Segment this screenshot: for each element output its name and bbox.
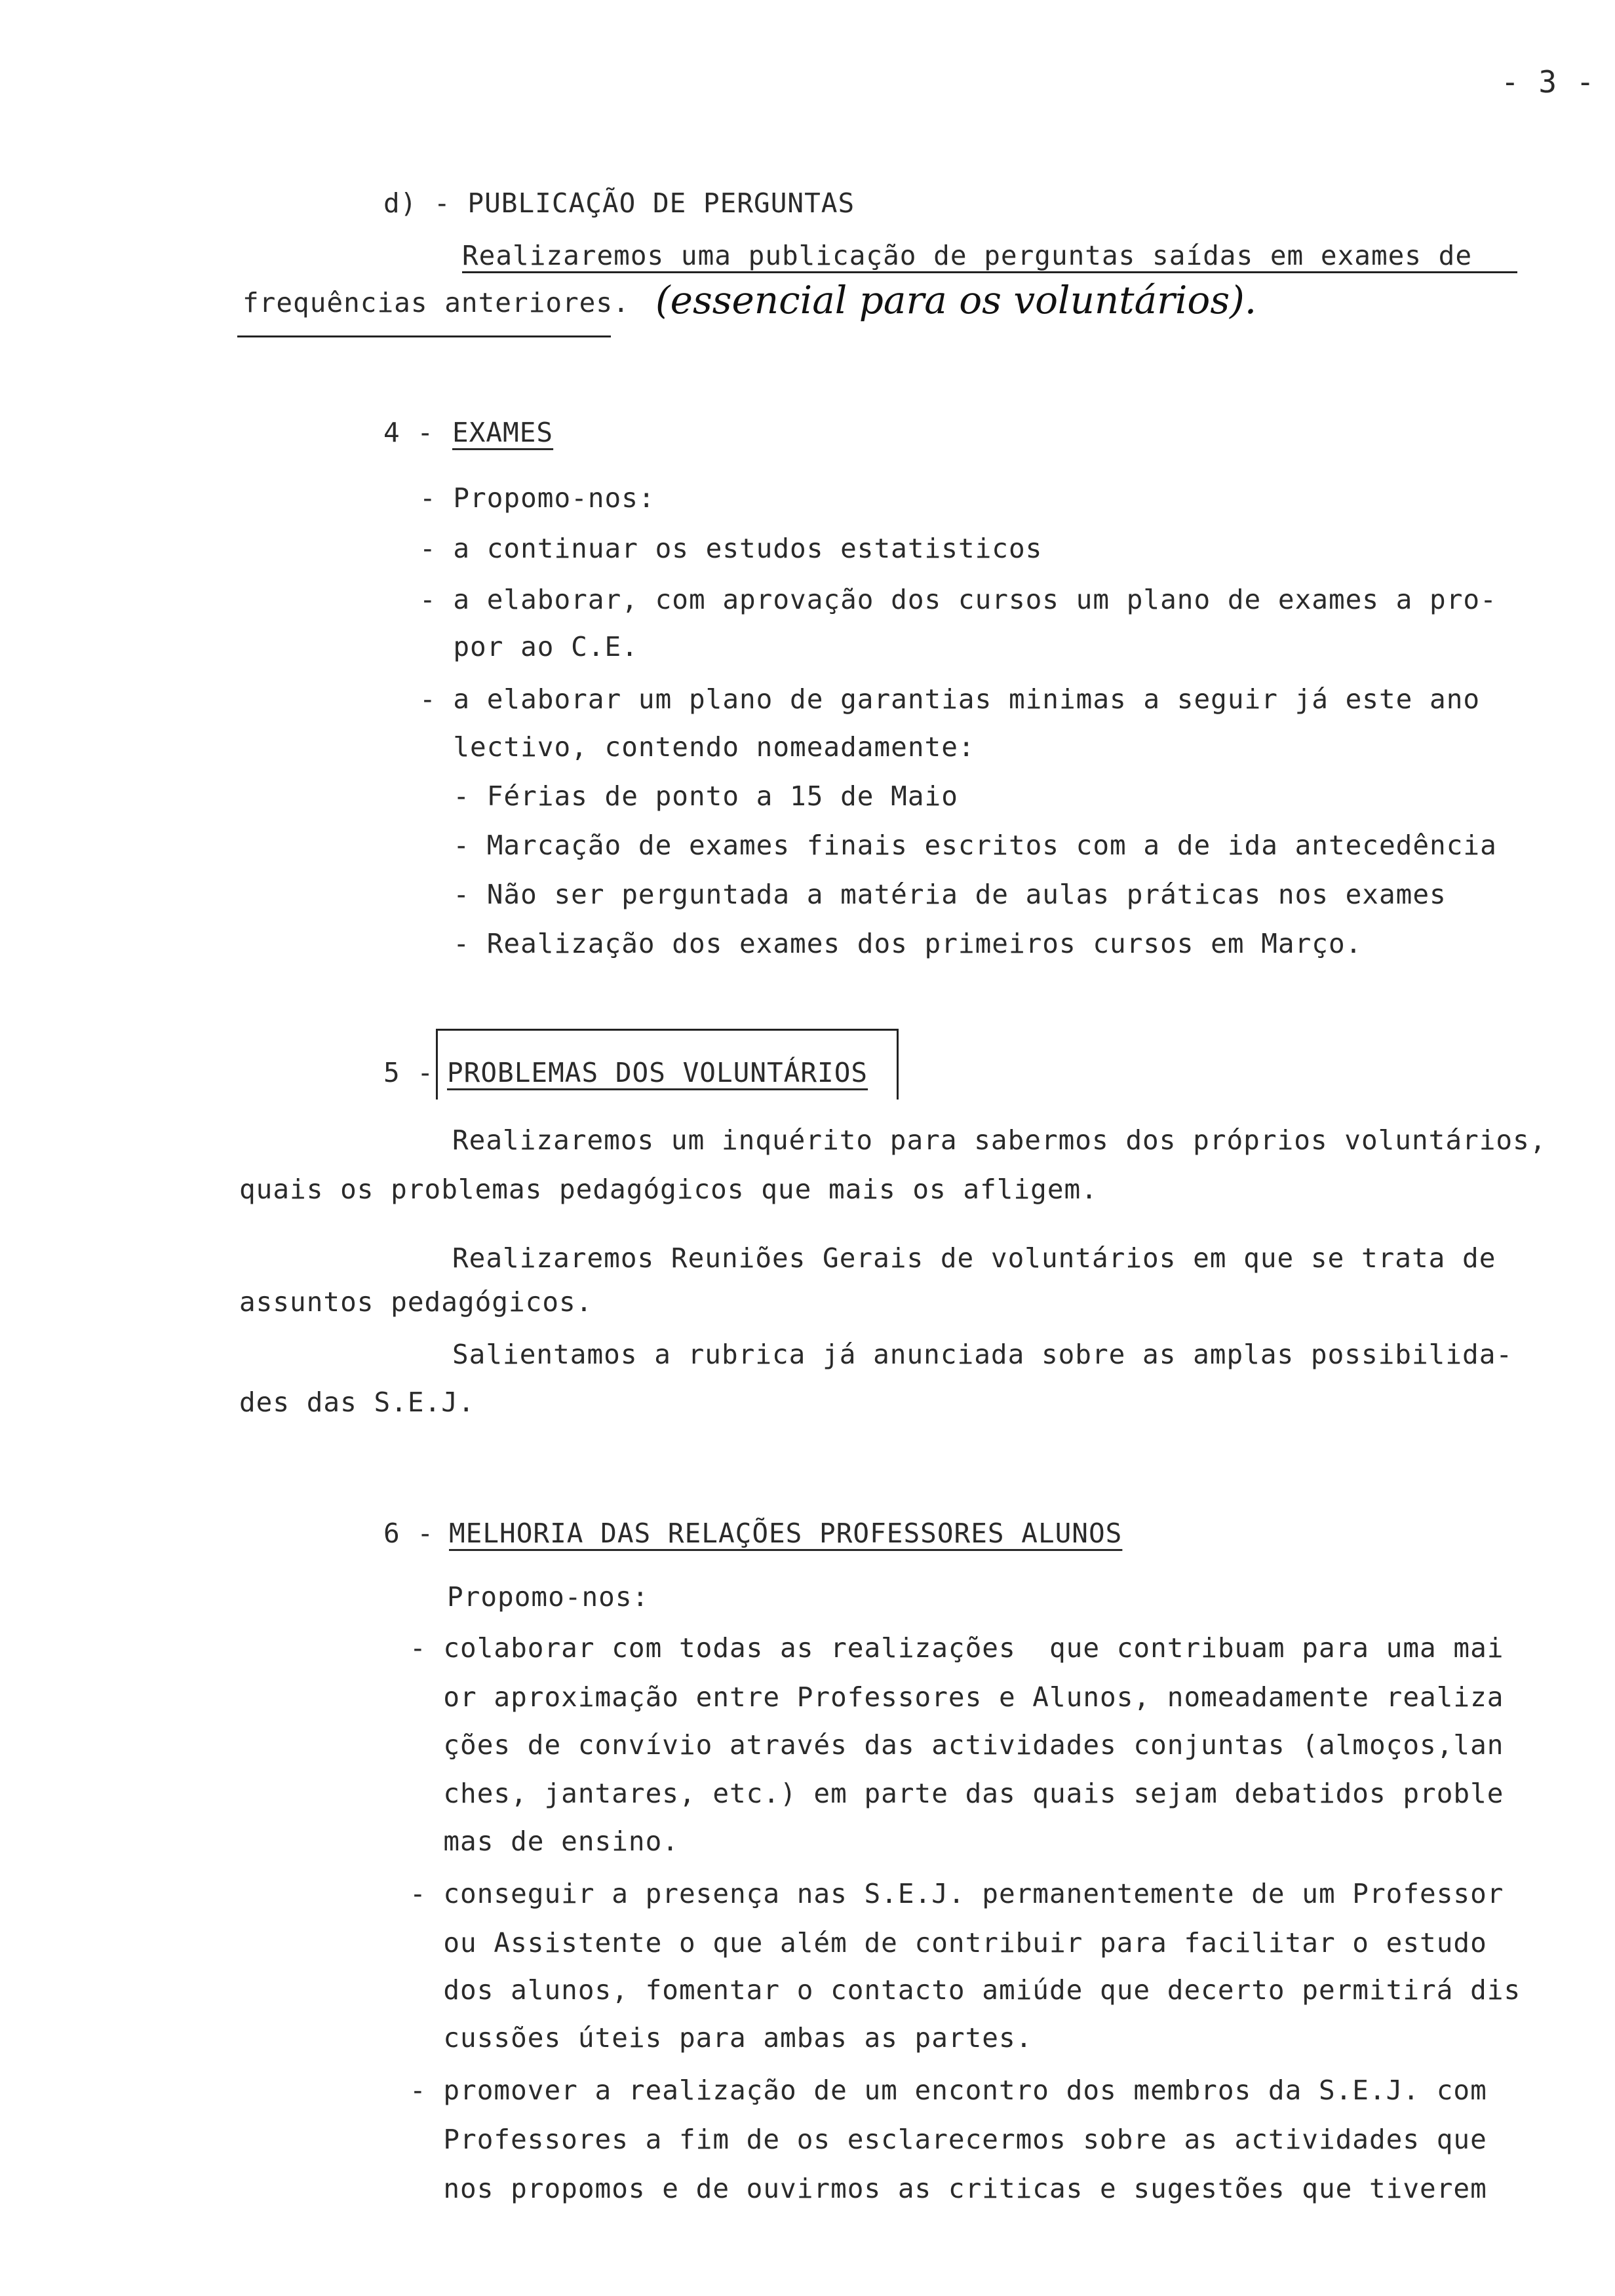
section-d-underline-1 [462, 271, 1517, 273]
section-6-line: Propomo-nos: [447, 1581, 650, 1613]
section-6-line: ches, jantares, etc.) em parte das quais sejam debatidos proble [410, 1778, 1504, 1809]
section-4-line: por ao C.E. [419, 631, 638, 662]
section-6-line: - colaborar com todas as realizações que contribuam para uma mai [410, 1632, 1504, 1664]
section-4-line: lectivo, contendo nomeadamente: [419, 731, 975, 763]
section-d-line-2: frequências anteriores. [243, 287, 630, 318]
section-6-line: Professores a fim de os esclarecermos sobre as actividades que [410, 2124, 1487, 2155]
section-d-underline-2 [237, 335, 611, 337]
handwritten-note: (essencial para os voluntários). [655, 278, 1257, 322]
section-4-line: - Férias de ponto a 15 de Maio [419, 780, 958, 812]
section-6-title: MELHORIA DAS RELAÇÕES PROFESSORES ALUNOS [449, 1518, 1123, 1549]
section-5-line: Salientamos a rubrica já anunciada sobre as amplas possibilida- [452, 1339, 1513, 1370]
section-5-line: des das S.E.J. [239, 1387, 475, 1418]
section-6-line: mas de ensino. [410, 1826, 679, 1857]
section-6-line: ções de convívio através das actividades conjuntas (almoços,lan [410, 1729, 1504, 1761]
section-4-line: - a continuar os estudos estatisticos [419, 533, 1043, 564]
section-d-heading: d) - PUBLICAÇÃO DE PERGUNTAS [383, 187, 855, 219]
section-6-line: ou Assistente o que além de contribuir para facilitar o estudo [410, 1927, 1487, 1959]
section-4-line: - Não ser perguntada a matéria de aulas práticas nos exames [419, 879, 1447, 910]
section-6-number: 6 - [383, 1518, 435, 1549]
section-5-title: PROBLEMAS DOS VOLUNTÁRIOS [447, 1057, 868, 1088]
section-4-number: 4 - [383, 417, 435, 448]
section-6-line: dos alunos, fomentar o contacto amiúde que decerto permitirá dis [410, 1974, 1521, 2006]
section-6-line: nos propomos e de ouvirmos as criticas e sugestões que tiverem [410, 2173, 1487, 2204]
section-6-line: - conseguir a presença nas S.E.J. permanentemente de um Professor [410, 1878, 1504, 1909]
section-6-line: - promover a realização de um encontro dos membros da S.E.J. com [410, 2075, 1487, 2106]
section-5-line: Realizaremos Reuniões Gerais de voluntários em que se trata de [452, 1242, 1496, 1274]
section-d-line-1: Realizaremos uma publicação de perguntas saídas em exames de [462, 240, 1473, 271]
section-4-line: - Realização dos exames dos primeiros cursos em Março. [419, 928, 1363, 959]
section-5-line: assuntos pedagógicos. [239, 1286, 593, 1318]
section-5-number: 5 - [383, 1057, 435, 1088]
section-6-line: cussões úteis para ambas as partes. [410, 2022, 1033, 2054]
section-4-line: - Marcação de exames finais escritos com a de ida antecedência [419, 830, 1497, 861]
section-4-line: - Propomo-nos: [419, 482, 655, 514]
section-4-line: - a elaborar um plano de garantias minimas a seguir já este ano [419, 683, 1481, 715]
page-number: - 3 - [1501, 64, 1595, 100]
section-5-line: quais os problemas pedagógicos que mais os afligem. [239, 1174, 1098, 1205]
section-4-title: EXAMES [452, 417, 554, 448]
section-4-line: - a elaborar, com aprovação dos cursos um plano de exames a pro- [419, 584, 1497, 615]
section-5-line: Realizaremos um inquérito para sabermos dos próprios voluntários, [452, 1124, 1547, 1156]
section-6-line: or aproximação entre Professores e Alunos, nomeadamente realiza [410, 1681, 1504, 1713]
